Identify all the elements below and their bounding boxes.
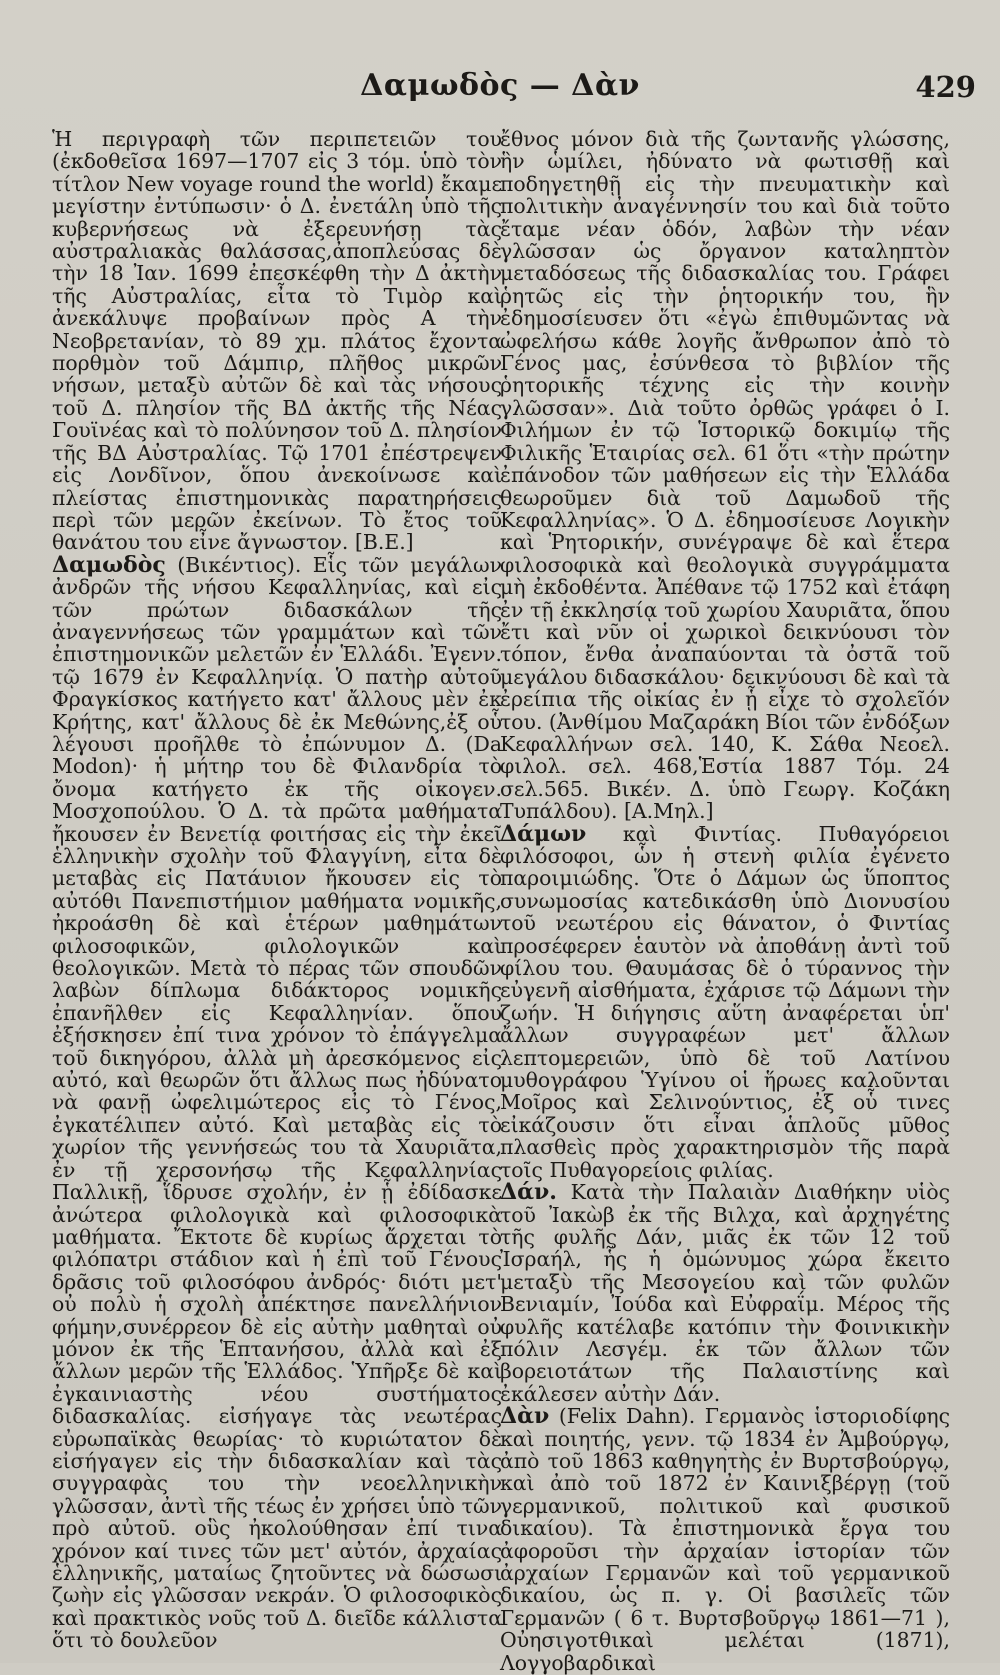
entry-damon [500, 820, 951, 1182]
right-column [500, 128, 950, 1674]
page-header [0, 68, 1000, 112]
left-column [52, 128, 502, 1652]
entry-continuation-damodos: ἔθνος μόνον διὰ τῆς ζωντανῆς γλώσσης, ἣν ὡμίλει, ἠδύνατο νὰ φωτισθῇ καὶ ποδηγετηθῇ εἰς τὴν πνευματικὴν καὶ πολιτικὴν ἀναγέννησίν του καὶ διὰ τοῦτο ἔταμε νέαν ὁδόν, λαβὼν τὴν νέαν γλῶσσαν ὡς ὄργανον καταληπτὸν μεταδόσεως τῆς διδασκαλίας του. Γράφει ῥητῶς εἰς τὴν ῥητορικήν του, ἣν ἐδημοσίευσεν ὅτι «ἐγὼ ἐπιθυμῶντας νὰ ὠφελήσω κάθε λογῆς ἄνθρωπον ἀπὸ τὸ Γένος μας, ἐσύνθεσα τὸ βιβλίον τῆς ῥητορικῆς τέχνης εἰς τὴν κοινὴν γλῶσσαν». Διὰ τοῦτο ὀρθῶς γράφει ὁ Ι. Φιλήμων ἐν τῷ Ἱστορικῷ δοκιμίῳ τῆς Φιλικῆς Ἑταιρίας σελ. 61 ὅτι «τὴν πρώτην ἐπάνοδον τῶν μαθήσεων εἰς τὴν Ἑλλάδα θεωροῦμεν διὰ τοῦ Δαμωδοῦ τῆς Κεφαλληνίας». Ὁ Δ. ἐδημοσίευσε Λογικὴν καὶ Ῥητορικήν, συνέγραψε δὲ καὶ ἕτερα φιλοσοφικὰ καὶ θεολογικὰ συγγράμματα μὴ ἐκδοθέντα. Ἀπέθανε τῷ 1752 καὶ ἐτάφη ἐν τῇ ἐκκλησίᾳ τοῦ χωρίου Χαυριᾶτα, ὅπου ἔτι καὶ νῦν οἱ χωρικοὶ δεικνύουσι τὸν τόπον, ἔνθα ἀναπαύονται τὰ ὀστᾶ τοῦ μεγάλου διδασκάλου· δεικνύουσι δὲ καὶ τὰ ἐρείπια τῆς οἰκίας ἐν ᾗ εἶχε τὸ σχολεῖόν του. (Ἀνθίμου Μαζαράκη Βίοι τῶν ἐνδόξων Κεφαλλήνων σελ. 140, Κ. Σάθα Νεοελ. φιλολ. σελ. 468,Ἑστία 1887 Τόμ. 24 σελ.565. Βικέν. Δ. ὑπὸ Γεωργ. Κοζάκη Τυπάλδου). [Α.Μηλ.] [500, 127, 950, 824]
entry-continuation-dampier: Ἡ περιγραφὴ τῶν περιπετειῶν του (ἐκδοθεῖσα 1697—1707 εἰς 3 τόμ. ὑπὸ τὸν τίτλον New voyage round the world) ἔκαμε μεγίστην ἐντύπωσιν· ὁ Δ. ἐνετάλη ὑπὸ τῆς κυβερνήσεως νὰ ἐξερευνήσῃ τὰς αὐστραλιακὰς θαλάσσας,ἀποπλεύσας δὲ τὴν 18 Ἰαν. 1699 ἐπεσκέφθη τὴν Δ ἀκτὴν τῆς Αὐστραλίας, εἶτα τὸ Τιμὸρ καὶ ἀνεκάλυψε προβαίνων πρὸς Α τὴν Νεοβρετανίαν, τὸ 89 χμ. πλάτος ἔχοντα πορθμὸν τοῦ Δάμπιρ, πλῆθος μικρῶν νήσων, μεταξὺ αὐτῶν δὲ καὶ τὰς νήσους τοῦ Δ. πλησίον τῆς ΒΔ ἀκτῆς τῆς Νέας Γουϊνέας καὶ τὸ πολύνησον τοῦ Δ. πλησίον τῆς ΒΔ Αὐστραλίας. Τῷ 1701 ἐπέστρεψεν εἰς Λονδῖνον, ὅπου ἀνεκοίνωσε καὶ πλείστας ἐπιστημονικὰς παρατηρήσεις περὶ τῶν μερῶν ἐκείνων. Τὸ ἔτος τοῦ θανάτου του εἶνε ἄγνωστον. [Β.Ε.] [52, 127, 503, 555]
entry-text: καὶ Φιντίας. Πυθαγόρειοι φιλόσοφοι, ὧν ἡ στενὴ φιλία ἐγένετο παροιμιώδης. Ὅτε ὁ Δάμων ὡς ὕποπτος συνωμοσίας κατεδικάσθη ὑπὸ Διονυσίου τοῦ νεωτέρου εἰς θάνατον, ὁ Φιντίας προσέφερεν ἑαυτὸν νὰ ἀποθάνῃ ἀντὶ τοῦ φίλου του. Θαυμάσας δὲ ὁ τύραννος τὴν εὐγενῆ αἰσθήματα, ἐχάρισε τῷ Δάμωνι τὴν ζωήν. Ἡ διήγησις αὕτη ἀναφέρεται ὑπ' ἄλλων συγγραφέων μετ' ἄλλων λεπτομερειῶν, ὑπὸ δὲ τοῦ Λατίνου μυθογράφου Ὑγίνου οἱ ἥρωες καλοῦνται Μοῖρος καὶ Σελινούντιος, ἐξ οὗ τινες εἰκάζουσιν ὅτι εἶναι ἁπλοῦς μῦθος πλασθεὶς πρὸς χαρακτηρισμὸν τῆς παρὰ τοῖς Πυθαγορείοις φιλίας. [500, 821, 951, 1182]
entry-lemma: Δὰν [500, 1403, 550, 1430]
page-number: 429 [915, 70, 976, 104]
running-head: Δαμωδὸς — Δὰν [360, 68, 640, 103]
entry-lemma: Δάμων [500, 820, 587, 847]
entry-dan [500, 1181, 950, 1405]
entry-dahn [500, 1405, 950, 1674]
entry-damodos [52, 551, 503, 1653]
entry-text: (Felix Dahn). Γερμανὸς ἱστοριοδίφης καὶ ποιητής, γενν. τῷ 1834 ἐν Ἀμβούργῳ, ἀπὸ τοῦ 1863 καθηγητὴς ἐν Βυρτσβούργῳ, καὶ ἀπὸ τοῦ 1872 ἐν Καινιξβέργῃ (τοῦ γερμανικοῦ, πολιτικοῦ καὶ φυσικοῦ δικαίου). Τὰ ἐπιστημονικὰ ἔργα του ἀφοροῦσι τὴν ἀρχαίαν ἱστορίαν τῶν ἀρχαίων Γερμανῶν καὶ τοῦ γερμανικοῦ δικαίου, ὡς π. γ. Οἱ βασιλεῖς τῶν Γερμανῶν ( 6 τ. Βυρτσβοῦργῳ 1861—71 ), Οὐησιγοτθικαὶ μελέται (1871), Λογγοβαρδικαὶ [500, 1404, 951, 1675]
entry-text: Κατὰ τὴν Παλαιὰν Διαθήκην υἱὸς τοῦ Ἰακὼβ ἐκ τῆς Βιλχα, καὶ ἀρχηγέτης τῆς φυλῆς Δάν, μιᾶς ἐκ τῶν 12 τοῦ Ἰσραήλ, ἧς ἡ ὁμώνυμος χώρα ἔκειτο μεταξὺ τῆς Μεσογείου καὶ τῶν φυλῶν Βενιαμίν, Ἰούδα καὶ Εὐφραΐμ. Μέρος τῆς φυλῆς κατέλαβε κατόπιν τὴν Φοινικικὴν πόλιν Λεσγέμ. ἐκ τῶν ἄλλων τῶν βορειοτάτων τῆς Παλαιστίνης καὶ ἐκάλεσεν αὐτὴν Δάν. [500, 1180, 951, 1406]
entry-lemma: Δαμωδὸς [52, 551, 166, 578]
entry-lemma: Δάν. [500, 1179, 557, 1206]
entry-text: (Βικέντιος). Εἷς τῶν μεγάλων ἀνδρῶν τῆς νήσου Κεφαλληνίας, καὶ εἰς τῶν πρώτων διδασκάλων τῆς ἀναγεννήσεως τῶν γραμμάτων καὶ τῶν ἐπιστημονικῶν μελετῶν ἐν Ἑλλάδι. Ἐγενν. τῷ 1679 ἐν Κεφαλληνίᾳ. Ὁ πατὴρ αὐτοῦ Φραγκίσκος κατήγετο κατ' ἄλλους μὲν ἐκ Κρήτης, κατ' ἄλλους δὲ ἐκ Μεθώνης,ἐξ οὗ λέγουσι προῆλθε τὸ ἐπώνυμον Δ. (Da Modon)· ἡ μήτηρ του δὲ Φιλανδρία τὸ ὄνομα κατήγετο ἐκ τῆς οἰκογεν. Μοσχοπούλου. Ὁ Δ. τὰ πρῶτα μαθήματα ἤκουσεν ἐν Βενετίᾳ φοιτήσας εἰς τὴν ἐκεῖ ἑλληνικὴν σχολὴν τοῦ Φλαγγίνη, εἶτα δὲ μεταβὰς εἰς Πατάυιον ἤκουσεν εἰς τὸ αὐτόθι Πανεπιστήμιον μαθήματα νομικῆς, ἠκροάσθη δὲ καὶ ἑτέρων μαθημάτων φιλοσοφικῶν, φιλολογικῶν καὶ θεολογικῶν. Μετὰ τὸ πέρας τῶν σπουδῶν λαβὼν δίπλωμα διδάκτορος νομικῆς ἐπανῆλθεν εἰς Κεφαλληνίαν. ὅπου ἐξήσκησεν ἐπί τινα χρόνον τὸ ἐπάγγελμα τοῦ δικηγόρου, ἀλλὰ μὴ ἀρεσκόμενος εἰς αὐτό, καὶ θεωρῶν ὅτι ἄλλως πως ἠδύνατο νὰ φανῇ ὠφελιμώτερος εἰς τὸ Γένος, ἐγκατέλιπεν αὐτό. Καὶ μεταβὰς εἰς τὸ χωρίον τῆς γεννήσεώς του τὰ Χαυριᾶτα, ἐν τῇ χερσονήσῳ τῆς Κεφαλληνίας Παλλικῇ, ἵδρυσε σχολήν, ἐν ᾗ ἐδίδασκε ἀνώτερα φιλολογικὰ καὶ φιλοσοφικὰ μαθήματα. Ἔκτοτε δὲ κυρίως ἄρχεται τὸ φιλόπατρι στάδιον καὶ ἡ ἐπὶ τοῦ Γένους δρᾶσις τοῦ φιλοσόφου ἀνδρός· διότι μετ' οὐ πολὺ ἡ σχολὴ ἀπέκτησε πανελλήνιον φήμην,συνέρρεον δὲ εἰς αὐτὴν μαθηταὶ οὐ μόνον ἐκ τῆς Ἑπτανήσου, ἀλλὰ καὶ ἐξ ἄλλων μερῶν τῆς Ἑλλάδος. Ὑπῆρξε δὲ καὶ ἐγκαινιαστὴς νέου συστήματος διδασκαλίας. εἰσήγαγε τὰς νεωτέρας εὐρωπαϊκὰς θεωρίας· τὸ κυριώτατον δὲ εἰσήγαγεν εἰς τὴν διδασκαλίαν καὶ τὰς συγγραφὰς του τὴν νεοελληνικὴν γλῶσσαν, ἀντὶ τῆς τέως ἐν χρήσει ὑπὸ τῶν πρὸ αὐτοῦ. οὓς ἠκολούθησαν ἐπί τινα χρόνον καί τινες τῶν μετ' αὐτόν, ἀρχαίας ἑλληνικῆς, ματαίως ζητοῦντες νὰ δώσωσι ζωὴν εἰς γλῶσσαν νεκράν. Ὁ φιλοσοφικὸς καὶ πρακτικὸς νοῦς τοῦ Δ. διεῖδε κάλλιστα ὅτι τὸ δουλεῦον [52, 552, 503, 1653]
